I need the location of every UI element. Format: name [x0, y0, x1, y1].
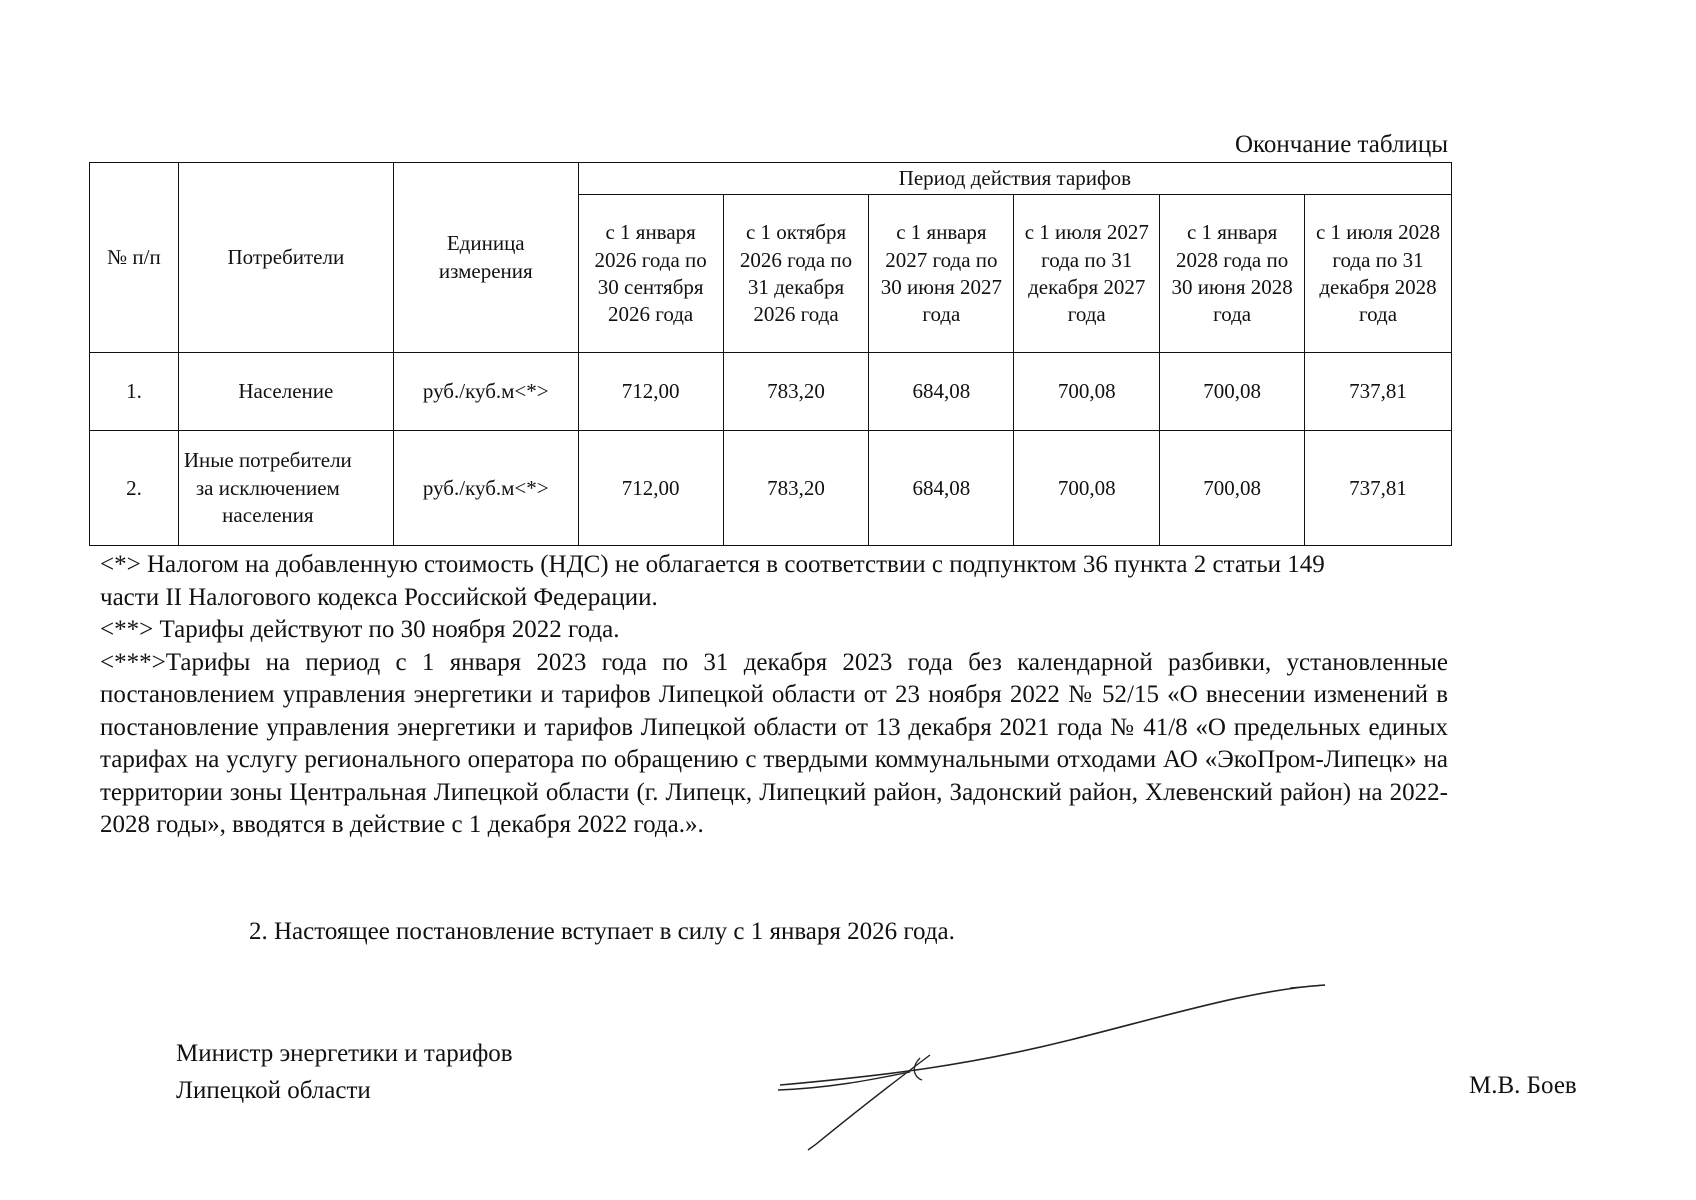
- header-period-group: Период действия тарифов: [578, 163, 1451, 195]
- header-period: с 1 октября 2026 года по 31 декабря 2026 года: [723, 195, 869, 353]
- signatory-position: [176, 1035, 513, 1109]
- header-number: № п/п: [90, 163, 179, 353]
- row-consumer: Иные потребители за исключением населения: [178, 431, 393, 546]
- row-unit: руб./куб.м<*>: [393, 431, 578, 546]
- header-period: с 1 января 2028 года по 30 июня 2028 года: [1160, 195, 1305, 353]
- footnote-vat: <*> Налогом на добавленную стоимость (НДС) не облагается в соответствии с подпунктом 36 пункта 2 статьи 149 части II Налогового кодекса Российской Федерации.: [100, 551, 1325, 611]
- row-value: 737,81: [1305, 431, 1452, 546]
- header-period: с 1 января 2027 года по 30 июня 2027 года: [869, 195, 1014, 353]
- row-number: 2.: [90, 431, 179, 546]
- clause-effective-date: 2. Настоящее постановление вступает в силу с 1 января 2026 года.: [249, 918, 955, 945]
- header-unit: Единица измерения: [393, 163, 578, 353]
- signatory-name: М.В. Боев: [1469, 1072, 1577, 1099]
- handwritten-signature: [770, 980, 1340, 1160]
- table-row: [90, 353, 1452, 431]
- tariff-table: [89, 162, 1452, 546]
- row-value: 783,20: [723, 431, 869, 546]
- row-number: 1.: [90, 353, 179, 431]
- table-caption: Окончание таблицы: [1234, 131, 1448, 158]
- header-period: с 1 июля 2027 года по 31 декабря 2027 года: [1014, 195, 1160, 353]
- row-value: 712,00: [578, 353, 723, 431]
- row-value: 684,08: [869, 431, 1014, 546]
- row-value: 783,20: [723, 353, 869, 431]
- row-value: 700,08: [1160, 431, 1305, 546]
- footnotes: [100, 549, 1448, 842]
- row-value: 737,81: [1305, 353, 1452, 431]
- header-period: с 1 января 2026 года по 30 сентября 2026 года: [578, 195, 723, 353]
- row-value: 684,08: [869, 353, 1014, 431]
- footnote-double-star: <**> Тарифы действуют по 30 ноября 2022 года.: [100, 616, 620, 643]
- table-header-row: [90, 163, 1452, 195]
- header-period: с 1 июля 2028 года по 31 декабря 2028 года: [1305, 195, 1452, 353]
- signatory-position-line: Липецкой области: [176, 1077, 371, 1104]
- row-value: 700,08: [1160, 353, 1305, 431]
- header-consumers: Потребители: [178, 163, 393, 353]
- row-value: 700,08: [1014, 431, 1160, 546]
- signatory-position-line: Министр энергетики и тарифов: [176, 1040, 513, 1067]
- row-value: 700,08: [1014, 353, 1160, 431]
- row-value: 712,00: [578, 431, 723, 546]
- row-consumer: Население: [178, 353, 393, 431]
- row-unit: руб./куб.м<*>: [393, 353, 578, 431]
- footnote-triple-star: <***>Тарифы на период с 1 января 2023 года по 31 декабря 2023 года без календарной разбивки, установленные постановлением управления энергетики и тарифов Липецкой области от 23 ноября 2022 № 52/15 «О внесении изменений в постановление управления энергетики и тарифов Липецкой области от 13 декабря 2021 года № 41/8 «О предельных единых тарифах на услугу регионального оператора по обращению с твердыми коммунальными отходами АО «ЭкоПром-Липецк» на территории зоны Центральная Липецкой области (г. Липецк, Липецкий район, Задонский район, Хлевенский район) на 2022-2028 годы», вводятся в действие с 1 декабря 2022 года.».: [100, 648, 1448, 838]
- table-row: [90, 431, 1452, 546]
